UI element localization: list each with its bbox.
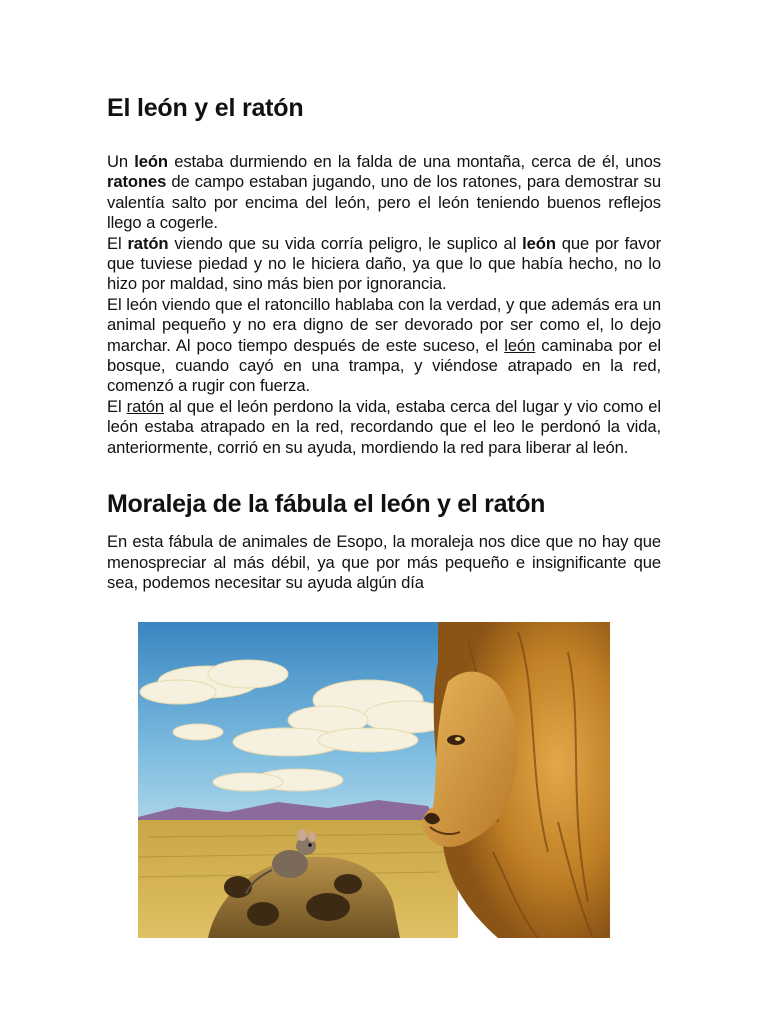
text-run: estaba durmiendo en la falda de una montaña, cerca de él, unos xyxy=(167,152,662,171)
text-run: El león viendo que el ratoncillo hablaba con la verdad, y que además era un animal pequeño y no era digno de ser devorado por ser como el, lo dejo marchar. Al poco tiempo después de este suceso, el xyxy=(107,294,661,355)
moral-text: En esta fábula de animales de Esopo, la moraleja nos dice que no hay que menospreciar al más débil, ya que por más pequeño e insignificante que sea, podemos necesitar su ayuda algún día xyxy=(107,532,661,593)
text-run: Un xyxy=(107,152,135,171)
text-run: caminaba por el bosque, cuando cayó en una trampa, y viéndose atrapado en la red, comenzó a rugir con fuerza. xyxy=(107,335,661,396)
text-run: viendo que su vida corría peligro, le suplico al xyxy=(168,233,523,253)
text-run: El xyxy=(107,396,127,416)
story-paragraph-2 xyxy=(107,234,661,295)
story-paragraph-1 xyxy=(107,152,661,234)
underlined-word: león xyxy=(504,335,536,355)
bold-word: ratón xyxy=(127,233,169,253)
text-run: que por favor que tuviese piedad y no le hiciera daño, ya que lo que había hecho, no lo hizo por maldad, sino más bien por ignorancia. xyxy=(107,233,661,294)
bold-word: león xyxy=(134,152,168,171)
moral-heading: Moraleja de la fábula el león y el ratón xyxy=(107,490,546,518)
underlined-word: ratón xyxy=(126,396,164,416)
bold-word: león xyxy=(522,233,556,253)
story-paragraph-3 xyxy=(107,295,661,397)
page-title: El león y el ratón xyxy=(107,94,304,122)
story-text xyxy=(107,152,661,458)
story-paragraph-4 xyxy=(107,397,661,458)
text-run: al que el león perdono la vida, estaba cerca del lugar y vio como el león estaba atrapado en la red, recordando que el leo le perdonó la vida, anteriormente, corrió en su ayuda, mordiendo la red para liberar al león. xyxy=(107,396,661,457)
text-run: El xyxy=(107,233,128,253)
lion-and-mouse-illustration xyxy=(138,622,610,938)
text-run: de campo estaban jugando, uno de los ratones, para demostrar su valentía salto por encima del león, pero el león teniendo buenos reflejos llego a cogerle. xyxy=(107,172,661,233)
bold-word: ratones xyxy=(107,172,167,192)
